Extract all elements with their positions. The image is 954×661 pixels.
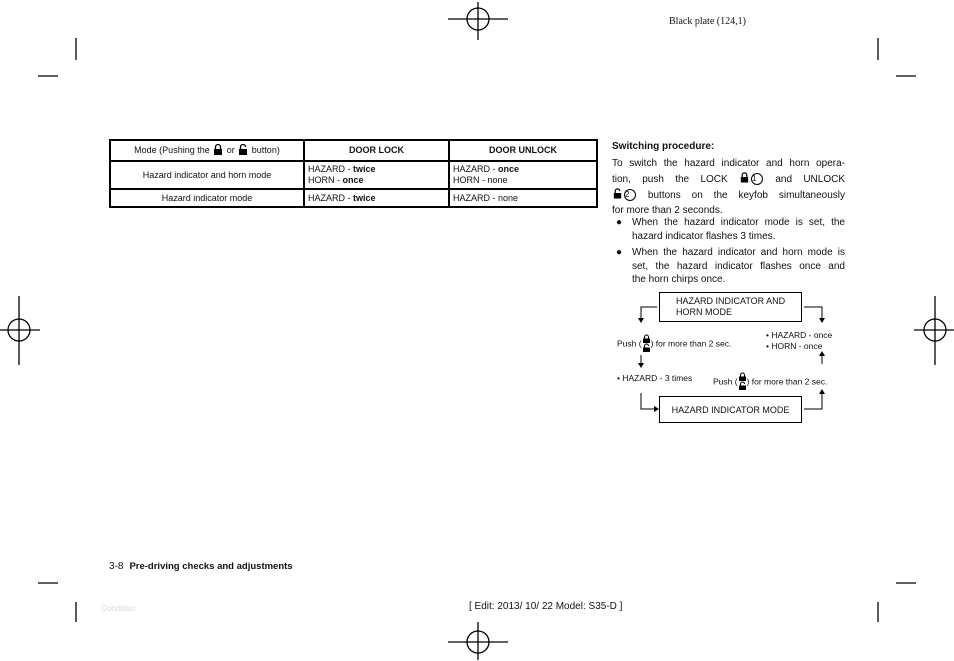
lock-unlock-icon [738, 372, 747, 392]
door-lock-cell: HAZARD - twice HORN - once [304, 161, 449, 189]
mode-cell: Hazard indicator mode [110, 189, 304, 207]
lock-icon [739, 171, 750, 188]
door-unlock-header: DOOR UNLOCK [449, 140, 597, 161]
condition-label: Condition: [101, 604, 138, 613]
mode-cell: Hazard indicator and horn mode [110, 161, 304, 189]
procedure-heading: Switching procedure: [612, 141, 715, 152]
page-footer [109, 561, 293, 572]
bullet-dot: ● [616, 217, 623, 228]
list-item: ● When the hazard indicator mode is set, the hazard indicator flashes 3 times. [616, 217, 845, 242]
door-unlock-cell: HAZARD - once HORN - none [449, 161, 597, 189]
edit-info: [ Edit: 2013/ 10/ 22 Model: S35-D ] [469, 601, 623, 612]
door-unlock-cell: HAZARD - none [449, 189, 597, 207]
lock-unlock-icon [642, 334, 651, 354]
door-lock-header: DOOR LOCK [304, 140, 449, 161]
hazard-horn-mode-box: HAZARD INDICATOR AND HORN MODE [659, 292, 802, 322]
table-header-row [110, 140, 597, 161]
button-number-1: 1 [751, 173, 763, 185]
plate-label: Black plate (124,1) [669, 16, 746, 27]
push-instruction-2: Push ( ) for more than 2 sec. [713, 372, 827, 392]
button-number-2: 2 [624, 189, 636, 201]
hazard-horn-once-list: • HAZARD - once • HORN - once [766, 330, 833, 351]
push-instruction-1: Push ( ) for more than 2 sec. [617, 334, 731, 354]
table-row [110, 161, 597, 189]
door-lock-cell: HAZARD - twice [304, 189, 449, 207]
mode-table [109, 139, 598, 208]
unlock-icon [612, 187, 623, 204]
unlock-icon [237, 143, 249, 158]
section-title: Pre-driving checks and adjustments [129, 561, 293, 572]
hazard-indicator-mode-box: HAZARD INDICATOR MODE [659, 396, 802, 423]
list-item: ● When the hazard indicator and horn mode is set, the hazard indicator flashes once and the horn chirps once. [616, 247, 845, 285]
bullet-dot: ● [616, 247, 623, 258]
table-row [110, 189, 597, 207]
mode-header: Mode (Pushing the or button) [110, 140, 304, 161]
procedure-paragraph: To switch the hazard indicator and horn opera- tion, push the LOCK 1 and UNLOCK 2 buttons on the keyfob simultaneously for more than 2 seconds. [612, 158, 846, 216]
page-number: 3-8 [109, 561, 124, 572]
procedure-bullets [612, 216, 845, 290]
lock-icon [212, 143, 224, 158]
hazard-3-times: • HAZARD - 3 times [617, 373, 693, 383]
